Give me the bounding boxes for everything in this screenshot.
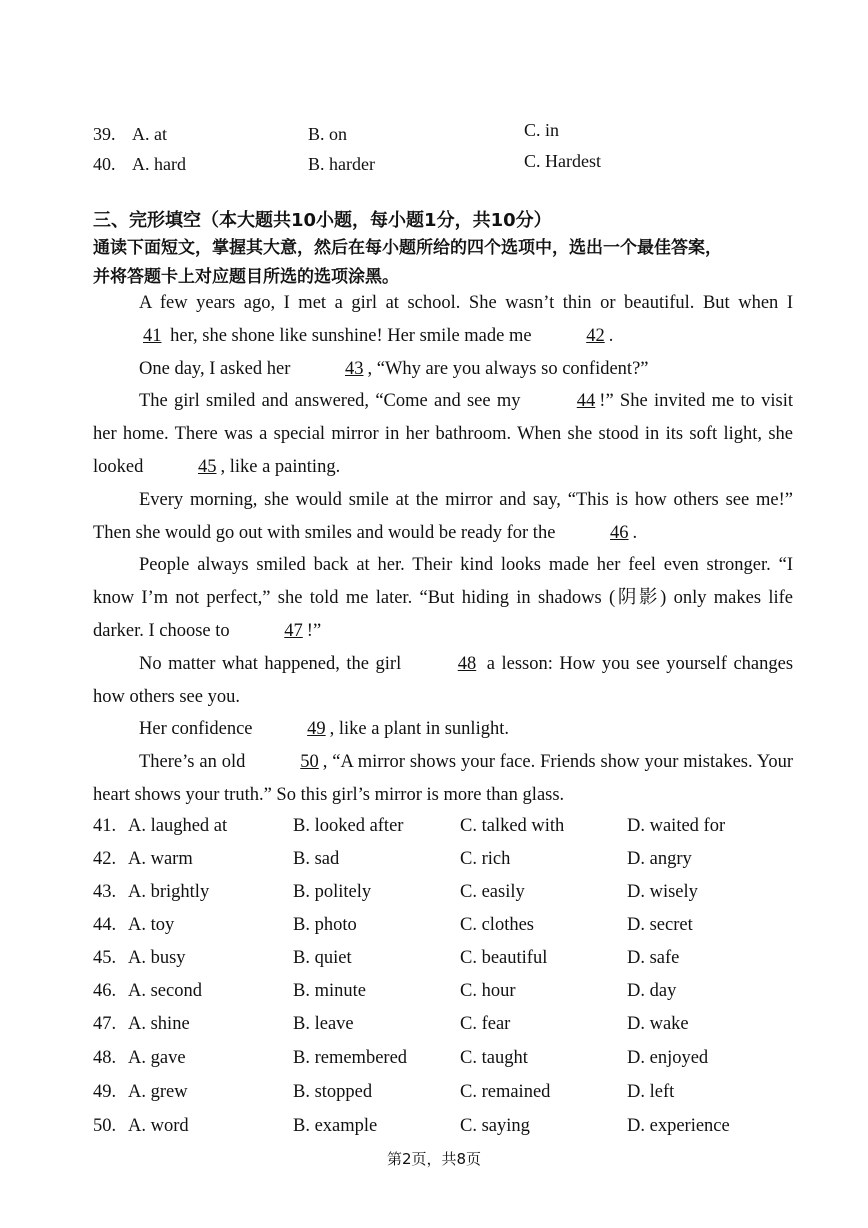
option-c: C. in [524, 120, 560, 140]
page-number: 第2页，共8页 [386, 1150, 482, 1168]
option-c: C. remained [460, 1082, 551, 1102]
question-44-options [0, 915, 868, 948]
blank-41: 41 [143, 325, 162, 346]
question-number: 50. [93, 1116, 117, 1136]
option-d: D. wisely [627, 882, 698, 902]
passage-paragraph: Every morning, she would smile at the mirror and say, “This is how others see me!” Then she would go out with smiles and would be ready for the 46 . [93, 484, 793, 550]
passage-paragraph: A few years ago, I met a girl at school. She wasn’t thin or beautiful. But when I 41 her, she shone like sunshine! Her smile made me 42 . [93, 287, 793, 353]
option-d: D. safe [627, 948, 680, 968]
passage-paragraph: The girl smiled and answered, “Come and see my 44 !” She invited me to visit her home. There was a special mirror in her bathroom. When she stood in its soft light, she looked 45 , like a painting. [93, 385, 793, 483]
cloze-passage [93, 287, 793, 812]
option-c: C. beautiful [460, 948, 548, 968]
option-a: A. at [132, 124, 167, 144]
option-d: D. experience [627, 1116, 730, 1136]
option-d: D. waited for [627, 816, 726, 836]
question-46-options [0, 981, 868, 1014]
question-number: 48. [93, 1048, 117, 1068]
option-d: D. angry [627, 849, 692, 869]
option-a: A. warm [128, 849, 193, 869]
option-b: B. stopped [293, 1082, 373, 1102]
blank-50: 50 [300, 752, 319, 773]
question-number: 49. [93, 1082, 117, 1102]
option-b: B. example [293, 1116, 378, 1136]
question-number: 45. [93, 948, 117, 968]
passage-paragraph: No matter what happened, the girl 48 a lesson: How you see yourself changes how others see you. [93, 648, 793, 714]
option-c: C. hour [460, 981, 516, 1001]
question-number: 40. [93, 154, 116, 174]
section-instruction: 通读下面短文，掌握其大意，然后在每小题所给的四个选项中，选出一个最佳答案， [93, 238, 722, 258]
passage-paragraph: Her confidence 49 , like a plant in sunlight. [93, 713, 793, 746]
blank-43: 43 [345, 358, 364, 379]
option-c: C. rich [460, 849, 511, 869]
option-b: B. on [308, 124, 348, 144]
question-number: 44. [93, 915, 117, 935]
blank-47: 47 [284, 620, 303, 641]
option-a: A. shine [128, 1014, 190, 1034]
option-a: A. busy [128, 948, 186, 968]
option-c: C. Hardest [524, 151, 601, 171]
option-c: C. taught [460, 1048, 528, 1068]
passage-paragraph: People always smiled back at her. Their kind looks made her feel even stronger. “I know I’m not perfect,” she told me later. “But hiding in shadows (阴影) only makes life darker. I choose to 47 !” [93, 549, 793, 647]
passage-paragraph: There’s an old 50 , “A mirror shows your face. Friends show your mistakes. Your heart shows your truth.” So this girl’s mirror is more than glass. [93, 746, 793, 812]
option-c: C. talked with [460, 816, 565, 836]
question-47-options [0, 1014, 868, 1047]
option-c: C. easily [460, 882, 525, 902]
option-d: D. secret [627, 915, 693, 935]
option-a: A. brightly [128, 882, 210, 902]
blank-44: 44 [576, 391, 596, 412]
option-d: D. wake [627, 1014, 689, 1034]
option-a: A. toy [128, 915, 175, 935]
option-a: A. grew [128, 1082, 188, 1102]
option-a: A. word [128, 1116, 189, 1136]
option-b: B. minute [293, 981, 366, 1001]
option-a: A. gave [128, 1048, 186, 1068]
question-42-options [0, 849, 868, 882]
blank-42: 42 [586, 325, 605, 346]
option-c: C. clothes [460, 915, 534, 935]
question-number: 43. [93, 882, 117, 902]
option-b: B. leave [293, 1014, 354, 1034]
question-number: 42. [93, 849, 117, 869]
option-b: B. remembered [293, 1048, 408, 1068]
question-number: 46. [93, 981, 117, 1001]
option-d: D. enjoyed [627, 1048, 709, 1068]
option-b: B. sad [293, 849, 340, 869]
question-45-options [0, 948, 868, 981]
option-d: D. left [627, 1082, 675, 1102]
blank-49: 49 [307, 719, 326, 740]
option-b: B. politely [293, 882, 372, 902]
question-50-options [0, 1116, 868, 1149]
section-instruction: 并将答题卡上对应题目所选的选项涂黑。 [93, 267, 399, 287]
option-b: B. harder [308, 154, 375, 174]
blank-48: 48 [457, 653, 477, 674]
option-b: B. quiet [293, 948, 352, 968]
question-number: 39. [93, 124, 116, 144]
blank-46: 46 [610, 522, 629, 543]
section-title: 三、完形填空（本大题共10小题，每小题1分，共10分） [93, 210, 552, 231]
question-49-options [0, 1082, 868, 1115]
question-41-options [0, 816, 868, 849]
question-48-options [0, 1048, 868, 1081]
question-43-options [0, 882, 868, 915]
option-d: D. day [627, 981, 677, 1001]
question-number: 47. [93, 1014, 117, 1034]
option-c: C. saying [460, 1116, 530, 1136]
option-a: A. laughed at [128, 816, 228, 836]
option-a: A. hard [132, 154, 186, 174]
blank-45: 45 [197, 456, 217, 477]
question-number: 41. [93, 816, 117, 836]
option-b: B. photo [293, 915, 357, 935]
option-a: A. second [128, 981, 202, 1001]
passage-paragraph: One day, I asked her 43 , “Why are you always so confident?” [93, 353, 793, 386]
option-b: B. looked after [293, 816, 404, 836]
option-c: C. fear [460, 1014, 511, 1034]
